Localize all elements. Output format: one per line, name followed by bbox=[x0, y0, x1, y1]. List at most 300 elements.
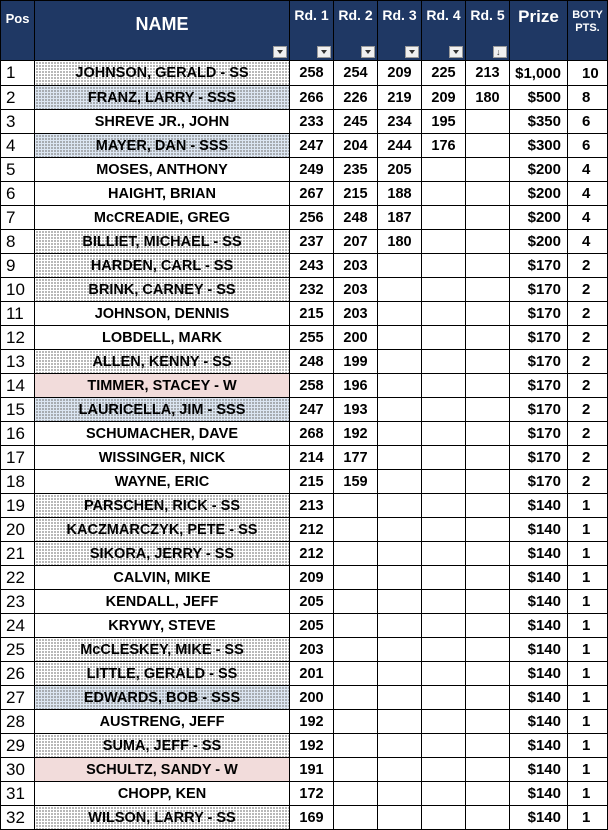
prize-cell[interactable]: $500 bbox=[510, 86, 568, 110]
pos-cell[interactable]: 27 bbox=[1, 686, 35, 710]
prize-cell[interactable]: $140 bbox=[510, 518, 568, 542]
boty-cell[interactable]: 1 bbox=[568, 638, 608, 662]
rd3-cell[interactable] bbox=[378, 302, 422, 326]
boty-cell[interactable]: 2 bbox=[568, 254, 608, 278]
prize-cell[interactable]: $170 bbox=[510, 326, 568, 350]
rd3-cell[interactable]: 205 bbox=[378, 158, 422, 182]
pos-cell[interactable]: 13 bbox=[1, 350, 35, 374]
rd2-cell[interactable]: 215 bbox=[334, 182, 378, 206]
rd5-cell[interactable] bbox=[466, 230, 510, 254]
pos-cell[interactable]: 21 bbox=[1, 542, 35, 566]
rd2-cell[interactable]: 203 bbox=[334, 254, 378, 278]
pos-cell[interactable]: 16 bbox=[1, 422, 35, 446]
rd4-cell[interactable] bbox=[422, 302, 466, 326]
rd5-cell[interactable] bbox=[466, 134, 510, 158]
rd4-cell[interactable] bbox=[422, 422, 466, 446]
rd5-cell[interactable] bbox=[466, 710, 510, 734]
rd1-cell[interactable]: 233 bbox=[290, 110, 334, 134]
rd5-cell[interactable] bbox=[466, 542, 510, 566]
bowler-name-cell[interactable]: FRANZ, LARRY - SSS bbox=[35, 86, 290, 110]
pos-cell[interactable]: 30 bbox=[1, 758, 35, 782]
boty-cell[interactable]: 1 bbox=[568, 518, 608, 542]
rd2-cell[interactable]: 226 bbox=[334, 86, 378, 110]
boty-cell[interactable]: 4 bbox=[568, 206, 608, 230]
prize-cell[interactable]: $140 bbox=[510, 662, 568, 686]
rd5-cell[interactable]: 180 bbox=[466, 86, 510, 110]
rd2-cell[interactable] bbox=[334, 734, 378, 758]
rd1-cell[interactable]: 214 bbox=[290, 446, 334, 470]
rd4-cell[interactable]: 195 bbox=[422, 110, 466, 134]
rd4-cell[interactable] bbox=[422, 662, 466, 686]
rd1-cell[interactable]: 203 bbox=[290, 638, 334, 662]
prize-cell[interactable]: $170 bbox=[510, 398, 568, 422]
rd3-cell[interactable]: 187 bbox=[378, 206, 422, 230]
rd5-cell[interactable] bbox=[466, 782, 510, 806]
rd5-cell[interactable] bbox=[466, 422, 510, 446]
prize-cell[interactable]: $140 bbox=[510, 710, 568, 734]
pos-cell[interactable]: 8 bbox=[1, 230, 35, 254]
boty-cell[interactable]: 1 bbox=[568, 614, 608, 638]
rd3-cell[interactable] bbox=[378, 422, 422, 446]
boty-cell[interactable]: 4 bbox=[568, 182, 608, 206]
rd3-cell[interactable]: 180 bbox=[378, 230, 422, 254]
boty-cell[interactable]: 2 bbox=[568, 350, 608, 374]
rd1-cell[interactable]: 205 bbox=[290, 590, 334, 614]
rd3-cell[interactable] bbox=[378, 326, 422, 350]
table-row bbox=[1, 470, 608, 494]
pos-cell[interactable]: 3 bbox=[1, 110, 35, 134]
boty-cell[interactable]: 2 bbox=[568, 302, 608, 326]
rd4-cell[interactable] bbox=[422, 278, 466, 302]
rd3-cell[interactable]: 234 bbox=[378, 110, 422, 134]
rd3-cell[interactable]: 219 bbox=[378, 86, 422, 110]
rd3-cell[interactable] bbox=[378, 806, 422, 830]
table-row bbox=[1, 590, 608, 614]
rd2-cell[interactable]: 248 bbox=[334, 206, 378, 230]
rd2-cell[interactable] bbox=[334, 782, 378, 806]
rd5-cell[interactable] bbox=[466, 302, 510, 326]
pos-cell[interactable]: 14 bbox=[1, 374, 35, 398]
rd4-cell[interactable]: 225 bbox=[422, 61, 466, 86]
boty-cell[interactable]: 6 bbox=[568, 110, 608, 134]
rd1-cell[interactable]: 249 bbox=[290, 158, 334, 182]
rd1-cell[interactable]: 215 bbox=[290, 470, 334, 494]
rd5-cell[interactable] bbox=[466, 686, 510, 710]
bowler-name-cell[interactable]: WILSON, LARRY - SS bbox=[35, 806, 290, 830]
rd5-cell[interactable] bbox=[466, 326, 510, 350]
rd1-cell[interactable]: 258 bbox=[290, 374, 334, 398]
bowler-name-cell[interactable]: TIMMER, STACEY - W bbox=[35, 374, 290, 398]
rd5-cell[interactable]: 213 bbox=[466, 61, 510, 86]
rd4-cell[interactable] bbox=[422, 590, 466, 614]
prize-cell[interactable]: $170 bbox=[510, 350, 568, 374]
rd2-cell[interactable]: 177 bbox=[334, 446, 378, 470]
prize-cell[interactable]: $170 bbox=[510, 254, 568, 278]
prize-cell[interactable]: $170 bbox=[510, 302, 568, 326]
rd3-cell[interactable] bbox=[378, 398, 422, 422]
prize-cell[interactable]: $170 bbox=[510, 470, 568, 494]
rd4-cell[interactable] bbox=[422, 470, 466, 494]
rd3-cell[interactable] bbox=[378, 542, 422, 566]
prize-cell[interactable]: $170 bbox=[510, 422, 568, 446]
rd1-cell[interactable]: 209 bbox=[290, 566, 334, 590]
boty-cell[interactable]: 1 bbox=[568, 686, 608, 710]
rd3-cell[interactable]: 188 bbox=[378, 182, 422, 206]
rd4-cell[interactable] bbox=[422, 350, 466, 374]
rd2-cell[interactable]: 196 bbox=[334, 374, 378, 398]
rd4-cell[interactable] bbox=[422, 614, 466, 638]
prize-cell[interactable]: $200 bbox=[510, 158, 568, 182]
pos-cell[interactable]: 23 bbox=[1, 590, 35, 614]
rd4-cell[interactable] bbox=[422, 734, 466, 758]
rd1-cell[interactable]: 169 bbox=[290, 806, 334, 830]
bowler-name-cell[interactable]: LAURICELLA, JIM - SSS bbox=[35, 398, 290, 422]
rd5-cell[interactable] bbox=[466, 470, 510, 494]
bowler-name-cell[interactable]: SHREVE JR., JOHN bbox=[35, 110, 290, 134]
rd1-cell[interactable]: 205 bbox=[290, 614, 334, 638]
bowler-name-cell[interactable]: CHOPP, KEN bbox=[35, 782, 290, 806]
boty-cell[interactable]: 2 bbox=[568, 398, 608, 422]
rd1-cell[interactable]: 258 bbox=[290, 61, 334, 86]
rd3-cell[interactable] bbox=[378, 734, 422, 758]
rd1-cell[interactable]: 200 bbox=[290, 686, 334, 710]
bowler-name-cell[interactable]: MAYER, DAN - SSS bbox=[35, 134, 290, 158]
pos-cell[interactable]: 18 bbox=[1, 470, 35, 494]
rd4-filter-dropdown-icon[interactable] bbox=[449, 46, 463, 58]
rd3-cell[interactable] bbox=[378, 566, 422, 590]
bowler-name-cell[interactable]: KENDALL, JEFF bbox=[35, 590, 290, 614]
rd4-cell[interactable] bbox=[422, 806, 466, 830]
pos-cell[interactable]: 25 bbox=[1, 638, 35, 662]
rd4-cell[interactable]: 209 bbox=[422, 86, 466, 110]
boty-cell[interactable]: 1 bbox=[568, 542, 608, 566]
rd3-cell[interactable]: 244 bbox=[378, 134, 422, 158]
boty-cell[interactable]: 1 bbox=[568, 710, 608, 734]
prize-cell[interactable]: $1,000 bbox=[510, 61, 568, 86]
pos-cell[interactable]: 11 bbox=[1, 302, 35, 326]
bowler-name-cell[interactable]: SCHUMACHER, DAVE bbox=[35, 422, 290, 446]
rd2-cell[interactable]: 199 bbox=[334, 350, 378, 374]
rd4-cell[interactable] bbox=[422, 566, 466, 590]
rd5-cell[interactable] bbox=[466, 806, 510, 830]
rd3-cell[interactable] bbox=[378, 710, 422, 734]
pos-cell[interactable]: 32 bbox=[1, 806, 35, 830]
rd4-cell[interactable] bbox=[422, 686, 466, 710]
rd4-cell[interactable] bbox=[422, 326, 466, 350]
rd4-cell[interactable] bbox=[422, 230, 466, 254]
name-filter-dropdown-icon[interactable] bbox=[273, 46, 287, 58]
rd1-cell[interactable]: 212 bbox=[290, 518, 334, 542]
prize-cell[interactable]: $170 bbox=[510, 446, 568, 470]
rd2-cell[interactable]: 192 bbox=[334, 422, 378, 446]
rd1-cell[interactable]: 232 bbox=[290, 278, 334, 302]
rd1-cell[interactable]: 172 bbox=[290, 782, 334, 806]
rd5-cell[interactable] bbox=[466, 374, 510, 398]
pos-cell[interactable]: 22 bbox=[1, 566, 35, 590]
rd3-cell[interactable] bbox=[378, 686, 422, 710]
rd3-cell[interactable] bbox=[378, 278, 422, 302]
prize-cell[interactable]: $140 bbox=[510, 566, 568, 590]
rd1-cell[interactable]: 268 bbox=[290, 422, 334, 446]
pos-cell[interactable]: 5 bbox=[1, 158, 35, 182]
table-row bbox=[1, 302, 608, 326]
rd5-cell[interactable] bbox=[466, 350, 510, 374]
header-rd3-label: Rd. 3 bbox=[382, 7, 417, 23]
rd3-cell[interactable] bbox=[378, 446, 422, 470]
rd4-cell[interactable]: 176 bbox=[422, 134, 466, 158]
bowler-name-cell[interactable]: SIKORA, JERRY - SS bbox=[35, 542, 290, 566]
rd5-cell[interactable] bbox=[466, 566, 510, 590]
rd2-cell[interactable]: 207 bbox=[334, 230, 378, 254]
rd2-cell[interactable] bbox=[334, 662, 378, 686]
bowler-name-cell[interactable]: BRINK, CARNEY - SS bbox=[35, 278, 290, 302]
bowler-name-cell[interactable]: CALVIN, MIKE bbox=[35, 566, 290, 590]
pos-cell[interactable]: 31 bbox=[1, 782, 35, 806]
boty-cell[interactable]: 4 bbox=[568, 230, 608, 254]
rd1-cell[interactable]: 212 bbox=[290, 542, 334, 566]
boty-cell[interactable]: 1 bbox=[568, 494, 608, 518]
prize-cell[interactable]: $140 bbox=[510, 638, 568, 662]
bowler-name-cell[interactable]: SUMA, JEFF - SS bbox=[35, 734, 290, 758]
prize-cell[interactable]: $140 bbox=[510, 782, 568, 806]
rd2-cell[interactable] bbox=[334, 686, 378, 710]
bowler-name-cell[interactable]: PARSCHEN, RICK - SS bbox=[35, 494, 290, 518]
rd3-cell[interactable] bbox=[378, 614, 422, 638]
rd3-filter-dropdown-icon[interactable] bbox=[405, 46, 419, 58]
bowler-name-cell[interactable]: JOHNSON, DENNIS bbox=[35, 302, 290, 326]
boty-cell[interactable]: 2 bbox=[568, 374, 608, 398]
pos-cell[interactable]: 19 bbox=[1, 494, 35, 518]
pos-cell[interactable]: 9 bbox=[1, 254, 35, 278]
prize-cell[interactable]: $140 bbox=[510, 494, 568, 518]
bowler-name-cell[interactable]: HAIGHT, BRIAN bbox=[35, 182, 290, 206]
rd2-cell[interactable] bbox=[334, 542, 378, 566]
prize-cell[interactable]: $300 bbox=[510, 134, 568, 158]
rd3-cell[interactable]: 209 bbox=[378, 61, 422, 86]
boty-cell[interactable]: 1 bbox=[568, 662, 608, 686]
rd5-cell[interactable] bbox=[466, 494, 510, 518]
rd4-cell[interactable] bbox=[422, 542, 466, 566]
rd4-cell[interactable] bbox=[422, 182, 466, 206]
rd5-sort-descending-icon[interactable] bbox=[493, 46, 507, 58]
rd5-cell[interactable] bbox=[466, 446, 510, 470]
bowler-name-cell[interactable]: McCREADIE, GREG bbox=[35, 206, 290, 230]
rd5-cell[interactable] bbox=[466, 182, 510, 206]
bowler-name-cell[interactable]: ALLEN, KENNY - SS bbox=[35, 350, 290, 374]
rd5-cell[interactable] bbox=[466, 254, 510, 278]
rd4-cell[interactable] bbox=[422, 374, 466, 398]
rd2-cell[interactable] bbox=[334, 638, 378, 662]
rd2-cell[interactable] bbox=[334, 710, 378, 734]
rd4-cell[interactable] bbox=[422, 758, 466, 782]
rd1-cell[interactable]: 215 bbox=[290, 302, 334, 326]
rd3-cell[interactable] bbox=[378, 254, 422, 278]
boty-cell[interactable]: 2 bbox=[568, 422, 608, 446]
boty-cell[interactable]: 1 bbox=[568, 566, 608, 590]
rd4-cell[interactable] bbox=[422, 158, 466, 182]
boty-cell[interactable]: 2 bbox=[568, 446, 608, 470]
boty-cell[interactable]: 2 bbox=[568, 470, 608, 494]
rd2-cell[interactable] bbox=[334, 590, 378, 614]
pos-cell[interactable]: 10 bbox=[1, 278, 35, 302]
bowler-name-cell[interactable]: MOSES, ANTHONY bbox=[35, 158, 290, 182]
rd3-cell[interactable] bbox=[378, 350, 422, 374]
rd5-cell[interactable] bbox=[466, 590, 510, 614]
pos-cell[interactable]: 17 bbox=[1, 446, 35, 470]
pos-cell[interactable]: 24 bbox=[1, 614, 35, 638]
pos-cell[interactable]: 20 bbox=[1, 518, 35, 542]
bowler-name-cell[interactable]: LOBDELL, MARK bbox=[35, 326, 290, 350]
rd2-cell[interactable]: 200 bbox=[334, 326, 378, 350]
rd3-cell[interactable] bbox=[378, 662, 422, 686]
rd2-cell[interactable]: 245 bbox=[334, 110, 378, 134]
bowler-name-cell[interactable]: EDWARDS, BOB - SSS bbox=[35, 686, 290, 710]
pos-cell[interactable]: 15 bbox=[1, 398, 35, 422]
rd2-cell[interactable]: 203 bbox=[334, 278, 378, 302]
prize-cell[interactable]: $140 bbox=[510, 806, 568, 830]
pos-cell[interactable]: 12 bbox=[1, 326, 35, 350]
rd3-cell[interactable] bbox=[378, 638, 422, 662]
prize-cell[interactable]: $200 bbox=[510, 182, 568, 206]
rd2-cell[interactable]: 204 bbox=[334, 134, 378, 158]
rd1-cell[interactable]: 267 bbox=[290, 182, 334, 206]
rd5-cell[interactable] bbox=[466, 638, 510, 662]
boty-cell[interactable]: 1 bbox=[568, 734, 608, 758]
rd3-cell[interactable] bbox=[378, 590, 422, 614]
rd3-cell[interactable] bbox=[378, 494, 422, 518]
prize-cell[interactable]: $170 bbox=[510, 278, 568, 302]
bowler-name-cell[interactable]: KACZMARCZYK, PETE - SS bbox=[35, 518, 290, 542]
boty-cell[interactable]: 1 bbox=[568, 782, 608, 806]
rd2-cell[interactable] bbox=[334, 518, 378, 542]
rd4-cell[interactable] bbox=[422, 446, 466, 470]
prize-cell[interactable]: $350 bbox=[510, 110, 568, 134]
rd3-cell[interactable] bbox=[378, 374, 422, 398]
rd1-cell[interactable]: 247 bbox=[290, 134, 334, 158]
rd1-cell[interactable]: 248 bbox=[290, 350, 334, 374]
rd1-cell[interactable]: 256 bbox=[290, 206, 334, 230]
rd4-cell[interactable] bbox=[422, 398, 466, 422]
bowler-name-cell[interactable]: McCLESKEY, MIKE - SS bbox=[35, 638, 290, 662]
boty-cell[interactable]: 1 bbox=[568, 806, 608, 830]
bowler-name-cell[interactable]: KRYWY, STEVE bbox=[35, 614, 290, 638]
prize-cell[interactable]: $140 bbox=[510, 542, 568, 566]
rd1-cell[interactable]: 237 bbox=[290, 230, 334, 254]
rd2-cell[interactable] bbox=[334, 806, 378, 830]
rd1-cell[interactable]: 201 bbox=[290, 662, 334, 686]
rd5-cell[interactable] bbox=[466, 278, 510, 302]
rd3-cell[interactable] bbox=[378, 470, 422, 494]
prize-cell[interactable]: $140 bbox=[510, 686, 568, 710]
rd3-cell[interactable] bbox=[378, 758, 422, 782]
rd1-cell[interactable]: 266 bbox=[290, 86, 334, 110]
rd4-cell[interactable] bbox=[422, 206, 466, 230]
rd5-cell[interactable] bbox=[466, 734, 510, 758]
boty-cell[interactable]: 6 bbox=[568, 134, 608, 158]
bowler-name-cell[interactable]: WISSINGER, NICK bbox=[35, 446, 290, 470]
pos-cell[interactable]: 6 bbox=[1, 182, 35, 206]
rd1-cell[interactable]: 191 bbox=[290, 758, 334, 782]
rd1-cell[interactable]: 247 bbox=[290, 398, 334, 422]
prize-cell[interactable]: $140 bbox=[510, 734, 568, 758]
bowler-name-cell[interactable]: HARDEN, CARL - SS bbox=[35, 254, 290, 278]
prize-cell[interactable]: $140 bbox=[510, 614, 568, 638]
rd4-cell[interactable] bbox=[422, 518, 466, 542]
rd3-cell[interactable] bbox=[378, 782, 422, 806]
pos-cell[interactable]: 26 bbox=[1, 662, 35, 686]
boty-cell[interactable]: 1 bbox=[568, 758, 608, 782]
boty-cell[interactable]: 10 bbox=[568, 61, 608, 86]
pos-cell[interactable]: 7 bbox=[1, 206, 35, 230]
rd5-cell[interactable] bbox=[466, 110, 510, 134]
rd5-cell[interactable] bbox=[466, 662, 510, 686]
prize-cell[interactable]: $140 bbox=[510, 758, 568, 782]
rd2-cell[interactable]: 159 bbox=[334, 470, 378, 494]
rd2-cell[interactable]: 254 bbox=[334, 61, 378, 86]
rd2-cell[interactable] bbox=[334, 758, 378, 782]
rd1-cell[interactable]: 213 bbox=[290, 494, 334, 518]
prize-cell[interactable]: $200 bbox=[510, 230, 568, 254]
rd1-cell[interactable]: 192 bbox=[290, 710, 334, 734]
prize-cell[interactable]: $170 bbox=[510, 374, 568, 398]
rd2-cell[interactable]: 235 bbox=[334, 158, 378, 182]
bowler-name-cell[interactable]: LITTLE, GERALD - SS bbox=[35, 662, 290, 686]
boty-cell[interactable]: 8 bbox=[568, 86, 608, 110]
rd1-filter-dropdown-icon[interactable] bbox=[317, 46, 331, 58]
rd2-cell[interactable]: 193 bbox=[334, 398, 378, 422]
rd4-cell[interactable] bbox=[422, 494, 466, 518]
rd3-cell[interactable] bbox=[378, 518, 422, 542]
rd4-cell[interactable] bbox=[422, 782, 466, 806]
rd5-cell[interactable] bbox=[466, 206, 510, 230]
bowler-name-cell[interactable]: BILLIET, MICHAEL - SS bbox=[35, 230, 290, 254]
rd1-cell[interactable]: 192 bbox=[290, 734, 334, 758]
boty-cell[interactable]: 2 bbox=[568, 326, 608, 350]
rd2-cell[interactable] bbox=[334, 614, 378, 638]
rd2-filter-dropdown-icon[interactable] bbox=[361, 46, 375, 58]
bowler-name-cell[interactable]: WAYNE, ERIC bbox=[35, 470, 290, 494]
header-boty-line2: PTS. bbox=[575, 22, 600, 34]
pos-cell[interactable]: 29 bbox=[1, 734, 35, 758]
boty-cell[interactable]: 4 bbox=[568, 158, 608, 182]
pos-cell[interactable]: 28 bbox=[1, 710, 35, 734]
bowler-name-cell[interactable]: AUSTRENG, JEFF bbox=[35, 710, 290, 734]
rd5-cell[interactable] bbox=[466, 614, 510, 638]
rd5-cell[interactable] bbox=[466, 158, 510, 182]
rd1-cell[interactable]: 255 bbox=[290, 326, 334, 350]
rd4-cell[interactable] bbox=[422, 710, 466, 734]
rd1-cell[interactable]: 243 bbox=[290, 254, 334, 278]
pos-cell[interactable]: 4 bbox=[1, 134, 35, 158]
rd2-cell[interactable]: 203 bbox=[334, 302, 378, 326]
table-row bbox=[1, 566, 608, 590]
boty-cell[interactable]: 1 bbox=[568, 590, 608, 614]
boty-cell[interactable]: 2 bbox=[568, 278, 608, 302]
pos-cell[interactable]: 1 bbox=[1, 61, 35, 86]
prize-cell[interactable]: $140 bbox=[510, 590, 568, 614]
rd4-cell[interactable] bbox=[422, 254, 466, 278]
pos-cell[interactable]: 2 bbox=[1, 86, 35, 110]
rd4-cell[interactable] bbox=[422, 638, 466, 662]
rd5-cell[interactable] bbox=[466, 398, 510, 422]
bowler-name-cell[interactable]: JOHNSON, GERALD - SS bbox=[35, 61, 290, 86]
rd5-cell[interactable] bbox=[466, 758, 510, 782]
prize-cell[interactable]: $200 bbox=[510, 206, 568, 230]
rd2-cell[interactable] bbox=[334, 494, 378, 518]
rd2-cell[interactable] bbox=[334, 566, 378, 590]
rd5-cell[interactable] bbox=[466, 518, 510, 542]
bowler-name-cell[interactable]: SCHULTZ, SANDY - W bbox=[35, 758, 290, 782]
